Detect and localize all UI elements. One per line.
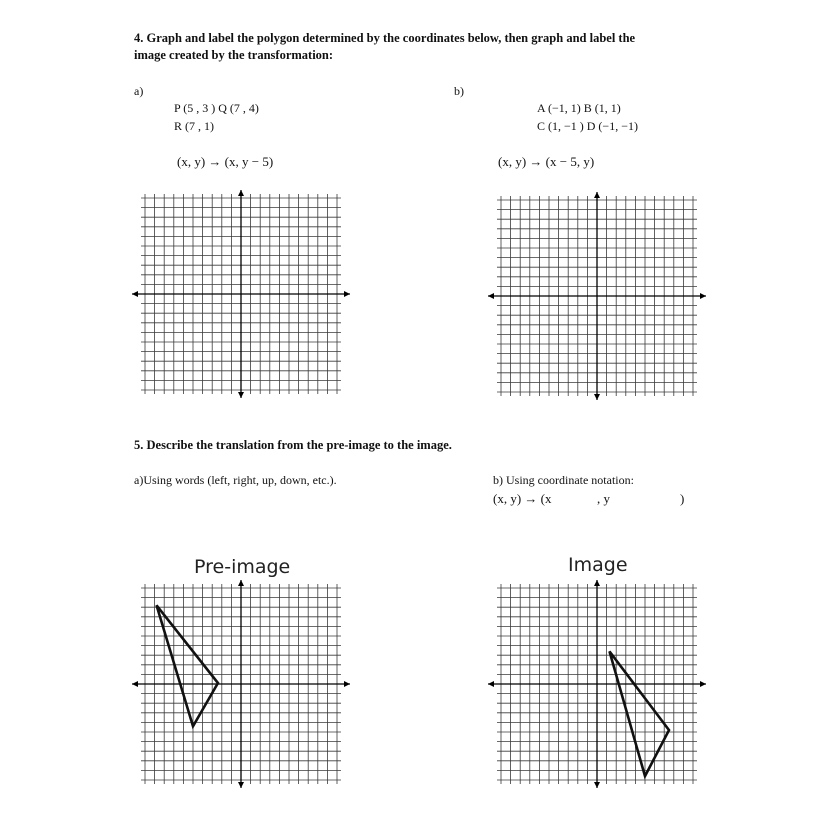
coordinate-grid-4b[interactable] xyxy=(486,190,708,402)
x-axis-arrow-left xyxy=(132,681,138,687)
q4a-coords-line2: R (7 , 1) xyxy=(174,119,214,133)
q4b-coords-line2: C (1, −1 ) D (−1, −1) xyxy=(537,119,638,133)
y-axis-arrow-down xyxy=(238,782,244,788)
y-axis-arrow-down xyxy=(594,394,600,400)
q4a-rule: (x, y) → (x, y − 5) xyxy=(177,154,274,169)
x-axis-arrow-left xyxy=(488,293,494,299)
q5b-label: b) Using coordinate notation: xyxy=(493,473,634,487)
axes xyxy=(132,190,350,398)
y-axis-arrow-up xyxy=(594,580,600,586)
q5-title: 5. Describe the translation from the pre-image to the image. xyxy=(134,438,452,452)
x-axis-arrow-left xyxy=(132,291,138,297)
q4a-label: a) xyxy=(134,84,144,98)
image-title: Image xyxy=(568,554,628,576)
x-axis-arrow-right xyxy=(700,293,706,299)
coordinate-grid-4a[interactable] xyxy=(130,188,352,400)
q4b-coords-line1: A (−1, 1) B (1, 1) xyxy=(537,101,621,115)
x-axis-arrow-right xyxy=(700,681,706,687)
axes xyxy=(488,192,706,400)
q4-line1: 4. Graph and label the polygon determined by the coordinates below, then graph and label the xyxy=(134,31,636,45)
q5b-rule-end: ) xyxy=(680,491,685,506)
x-axis-arrow-right xyxy=(344,291,350,297)
y-axis-arrow-down xyxy=(238,392,244,398)
y-axis-arrow-up xyxy=(238,190,244,196)
q5b-rule-mid: , y xyxy=(597,491,610,506)
q4b-label: b) xyxy=(454,84,464,98)
coordinate-grid-image xyxy=(486,578,708,790)
q5b-rule-start: (x, y) → (x xyxy=(493,491,552,506)
x-axis-arrow-right xyxy=(344,681,350,687)
preimage-title: Pre-image xyxy=(194,556,291,578)
y-axis-arrow-up xyxy=(594,192,600,198)
q5a-label: a)Using words (left, right, up, down, etc.). xyxy=(134,473,337,487)
q4a-coords-line1: P (5 , 3 ) Q (7 , 4) xyxy=(174,101,259,115)
coordinate-grid-preimage xyxy=(130,578,352,790)
y-axis-arrow-down xyxy=(594,782,600,788)
triangle xyxy=(157,605,218,726)
y-axis-arrow-up xyxy=(238,580,244,586)
triangle xyxy=(609,651,669,776)
q4b-rule: (x, y) → (x − 5, y) xyxy=(498,154,595,169)
axes xyxy=(488,580,706,788)
q4-line2: image created by the transformation: xyxy=(134,48,334,62)
x-axis-arrow-left xyxy=(488,681,494,687)
axes xyxy=(132,580,350,788)
